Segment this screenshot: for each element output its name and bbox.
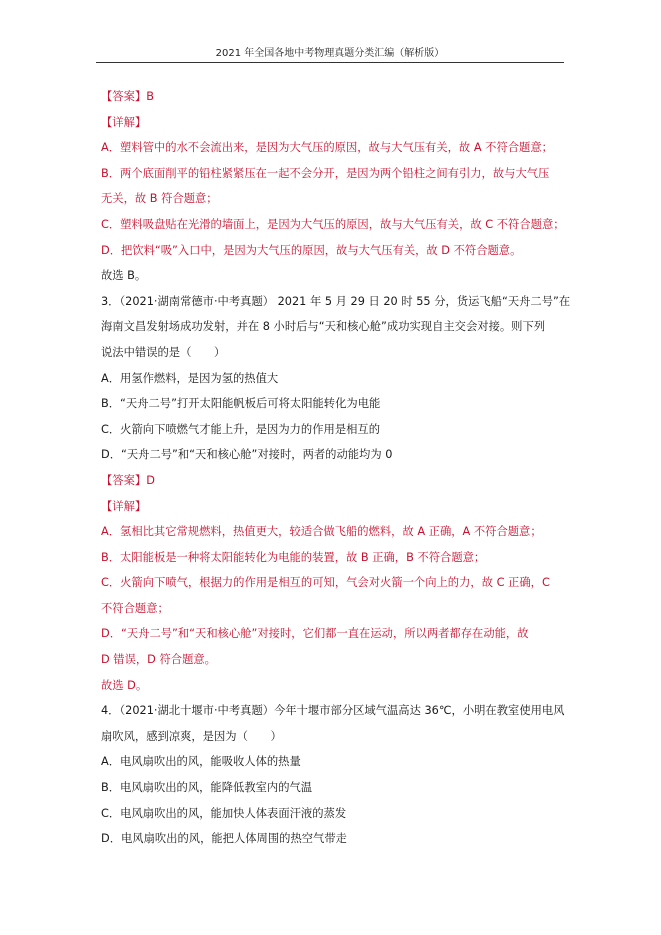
text-line: A．电风扇吹出的风，能吸收人体的热量 — [101, 755, 301, 769]
text-line: 【答案】B — [101, 90, 154, 103]
page-header-title: 2021 年全国各地中考物理真题分类汇编（解析版） — [215, 48, 445, 59]
text-line: 说法中错误的是（ ） — [101, 345, 226, 359]
text-line: D．电风扇吹出的风，能把人体周围的热空气带走 — [101, 832, 347, 846]
text-line: 故选 B。 — [101, 269, 147, 283]
text-line: B．两个底面削平的铅柱紧紧压在一起不会分开，是因为两个铅柱之间有引力，故与大气压 — [101, 166, 550, 180]
text-line: B．电风扇吹出的风，能降低教室内的气温 — [101, 781, 313, 795]
text-line: 扇吹风，感到凉爽，是因为（ ） — [101, 729, 282, 743]
text-line: D．把饮料“吸”入口中，是因为大气压的原因，故与大气压有关，故 D 不符合题意。 — [101, 243, 522, 257]
text-line: C．电风扇吹出的风，能加快人体表面汗液的蒸发 — [101, 806, 347, 820]
text-line: 【答案】D — [101, 473, 155, 487]
document-body — [101, 84, 571, 852]
text-line: C．塑料吸盘贴在光滑的墙面上，是因为大气压的原因，故与大气压有关，故 C 不符合题意； — [101, 217, 565, 231]
text-line: 不符合题意； — [101, 601, 169, 615]
text-line: B．“天舟二号”打开太阳能帆板后可将太阳能转化为电能 — [101, 397, 381, 411]
text-line: 【详解】 — [101, 499, 147, 513]
text-line: D．“天舟二号”和“天和核心舱”对接时，它们都一直在运动，所以两者都存在动能，故 — [101, 627, 529, 641]
text-line: 【详解】 — [101, 115, 147, 129]
text-line: A．塑料管中的水不会流出来，是因为大气压的原因，故与大气压有关，故 A 不符合题意； — [101, 141, 553, 155]
text-line: 3．（2021·湖南常德市·中考真题） 2021 年 5 月 29 日 20 时 55 分，货运飞船“天舟二号”在 — [101, 294, 571, 308]
text-line: 海南文昌发射场成功发射，并在 8 小时后与“天和核心舱”成功实现自主交会对接。则下列 — [101, 320, 546, 334]
text-line: A．氢相比其它常规燃料，热值更大，较适合做飞船的燃料，故 A 正确，A 不符合题意； — [101, 525, 542, 539]
header-divider — [96, 62, 564, 63]
text-line: C．火箭向下喷气，根据力的作用是相互的可知，气会对火箭一个向上的力，故 C 正确，C — [101, 576, 550, 590]
text-line: D 错误，D 符合题意。 — [101, 653, 216, 667]
text-line: C．火箭向下喷燃气才能上升，是因为力的作用是相互的 — [101, 422, 381, 436]
text-line: A．用氢作燃料，是因为氢的热值大 — [101, 371, 279, 385]
text-line: B．太阳能板是一种将太阳能转化为电能的装置，故 B 正确，B 不符合题意； — [101, 550, 486, 564]
text-line: D．“天舟二号”和“天和核心舱”对接时，两者的动能均为 0 — [101, 448, 393, 462]
text-line: 4．（2021·湖北十堰市·中考真题）今年十堰市部分区域气温高达 36℃，小明在教室使用电风 — [101, 704, 565, 718]
text-line: 无关，故 B 符合题意； — [101, 192, 218, 206]
text-line: 故选 D。 — [101, 678, 148, 692]
